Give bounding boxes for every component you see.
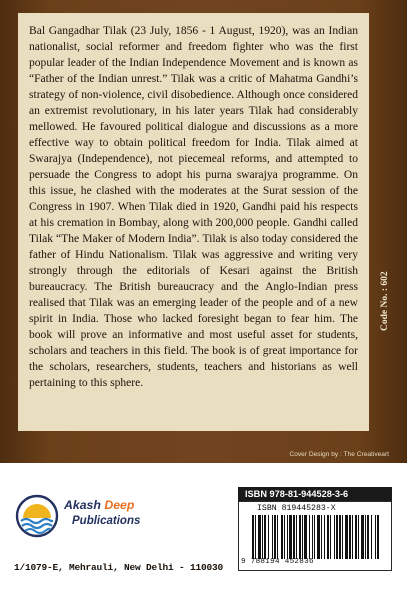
- barcode-bar: [272, 515, 273, 559]
- barcode-bar: [327, 515, 329, 559]
- barcode-bar: [293, 515, 295, 559]
- barcode-bar: [367, 515, 369, 559]
- barcode-bar: [264, 515, 266, 559]
- barcode: [238, 501, 392, 571]
- barcode-bar: [361, 515, 364, 559]
- barcode-bar: [375, 515, 376, 559]
- barcode-bar: [262, 515, 263, 559]
- barcode-bar: [317, 515, 320, 559]
- barcode-bar: [371, 515, 372, 559]
- code-number: Code No. : 602: [380, 271, 390, 331]
- barcode-bars: [252, 515, 380, 559]
- publisher-name-akash: Akash: [64, 498, 105, 512]
- isbn-label: ISBN 978-81-944528-3-6: [238, 487, 392, 501]
- blurb-text: Bal Gangadhar Tilak (23 July, 1856 - 1 August, 1920), was an Indian nationalist, social reformer and freedom fighter who was the first popular leader of the Indian Independence Movement and is known as “Father of the Indian unrest.” Tilak was a critic of Mahatma Gandhi’s strategy of non-violence, civil disobedience. Although once considered an extremist revolutionary, in his later years Tilak had considerably mellowed. He favoured political dialogue and discussions as a more effective way to obtain political freedom for India. Tilak aimed at Swarajya (Independence), not piecemeal reforms, and attempted to persuade the Congress to adopt his purna swarajya programme. On this issue, he clashed with the moderates at the Surat session of the Congress in 1907. When Tilak died in 1920, Gandhi paid his respects at his cremation in Bombay, along with 200,000 people. Gandhi called Tilak “The Maker of Modern India”. Tilak is also today considered the father of Hindu Nationalism. Tilak was aggressive and writing very strongly through the editorials of Kesari against the British bureaucracy. The British bureaucracy and the Anglo-Indian press realised that Tilak was an emerging leader of the people and of a new spirit in India. Those who lacked foresight began to fear him. The book will prove an informative and most useful asset for students, scholars and teachers in this field. The book is of great importance for the scholars, researchers, students, teachers and historians as well pertaining to this sphere.: [29, 25, 358, 389]
- barcode-bar: [342, 515, 343, 559]
- barcode-bar: [252, 515, 254, 559]
- logo-wave-1: [21, 519, 53, 523]
- publisher-address: 1/1079-E, Mehrauli, New Delhi - 110030: [14, 562, 224, 573]
- barcode-bar: [377, 515, 379, 559]
- barcode-bar: [289, 515, 292, 559]
- barcode-bar: [268, 515, 269, 559]
- barcode-bar: [274, 515, 276, 559]
- publisher-name: [64, 498, 134, 512]
- barcode-bar: [277, 515, 278, 559]
- barcode-bar: [302, 515, 303, 559]
- barcode-bar: [314, 515, 315, 559]
- publisher-name-deep: Deep: [104, 498, 135, 512]
- barcode-bar: [281, 515, 283, 559]
- barcode-bar: [284, 515, 285, 559]
- publisher-name-line2: Publications: [72, 515, 141, 527]
- barcode-bar: [309, 515, 310, 559]
- isbn-small-label: ISBN 819445283-X: [257, 504, 336, 513]
- barcode-bar: [312, 515, 313, 559]
- barcode-bar: [334, 515, 335, 559]
- barcode-bar: [345, 515, 348, 559]
- barcode-bar: [355, 515, 357, 559]
- barcode-bar: [304, 515, 307, 559]
- cover-design-credit: Cover Design by : The Creativeart: [289, 451, 389, 458]
- barcode-bar: [287, 515, 288, 559]
- barcode-bar: [258, 515, 261, 559]
- barcode-bar: [349, 515, 351, 559]
- barcode-bar: [296, 515, 297, 559]
- logo-wave-2: [22, 524, 52, 528]
- barcode-bar: [299, 515, 301, 559]
- barcode-bar: [339, 515, 341, 559]
- barcode-bar: [336, 515, 338, 559]
- barcode-bar: [321, 515, 322, 559]
- barcode-bar: [352, 515, 353, 559]
- barcode-bar: [324, 515, 325, 559]
- logo-wave-3: [25, 529, 50, 533]
- barcode-bar: [255, 515, 256, 559]
- sunrise-waves-logo: [14, 494, 60, 538]
- logo-sun: [23, 504, 51, 518]
- blurb-panel: [18, 13, 369, 431]
- barcode-digits: 9 788194 452836: [241, 558, 314, 566]
- barcode-bar: [358, 515, 359, 559]
- barcode-bar: [330, 515, 331, 559]
- barcode-bar: [365, 515, 366, 559]
